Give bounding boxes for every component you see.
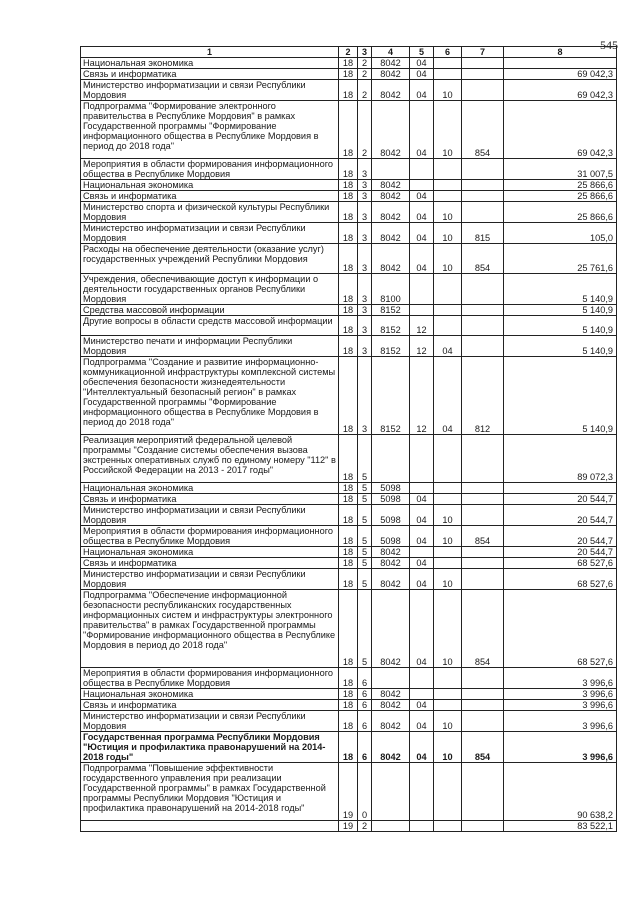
row-code-2: 18 (339, 590, 358, 668)
row-code-2: 18 (339, 336, 358, 357)
row-amount: 5 140,9 (504, 336, 617, 357)
row-code-2: 18 (339, 526, 358, 547)
row-amount: 83 522,1 (504, 821, 617, 832)
row-code-2: 18 (339, 483, 358, 494)
row-code-2: 18 (339, 80, 358, 101)
row-code-5 (410, 435, 434, 483)
row-code-3: 5 (358, 569, 372, 590)
row-code-6: 10 (434, 505, 462, 526)
row-code-7: 854 (462, 101, 504, 159)
table-row (81, 821, 617, 832)
row-code-7: 854 (462, 244, 504, 274)
table-row (81, 357, 617, 435)
row-code-2: 18 (339, 202, 358, 223)
row-code-3: 5 (358, 435, 372, 483)
row-code-2: 18 (339, 244, 358, 274)
row-code-3: 6 (358, 668, 372, 689)
row-code-6 (434, 483, 462, 494)
row-code-6 (434, 191, 462, 202)
row-amount: 69 042,3 (504, 69, 617, 80)
row-code-5: 04 (410, 244, 434, 274)
row-amount: 69 042,3 (504, 101, 617, 159)
row-code-3: 5 (358, 558, 372, 569)
row-code-3: 3 (358, 223, 372, 244)
table-row (81, 274, 617, 305)
row-code-3: 3 (358, 357, 372, 435)
row-code-4 (372, 763, 410, 821)
row-code-7 (462, 305, 504, 316)
row-code-4: 5098 (372, 483, 410, 494)
table-row (81, 58, 617, 69)
row-code-3: 2 (358, 80, 372, 101)
table-row (81, 494, 617, 505)
table-row (81, 483, 617, 494)
row-amount: 90 638,2 (504, 763, 617, 821)
row-name: Подпрограмма "Формирование электронного правительства в Республике Мордовия" в рамках Государственной программы "Формирование информационного общества в Республике Мордовия в период до 2018 года" (81, 101, 339, 159)
row-code-7 (462, 316, 504, 336)
table-row (81, 435, 617, 483)
row-amount: 25 866,6 (504, 202, 617, 223)
row-code-3: 3 (358, 244, 372, 274)
table-row (81, 700, 617, 711)
row-amount: 5 140,9 (504, 305, 617, 316)
row-code-7 (462, 58, 504, 69)
row-code-3: 3 (358, 180, 372, 191)
row-code-6 (434, 58, 462, 69)
row-name: Связь и информатика (81, 558, 339, 569)
row-code-4: 8152 (372, 336, 410, 357)
row-code-7 (462, 69, 504, 80)
row-code-2: 18 (339, 689, 358, 700)
row-code-2: 18 (339, 69, 358, 80)
header-row (81, 47, 617, 58)
row-code-6 (434, 180, 462, 191)
row-amount: 89 072,3 (504, 435, 617, 483)
row-amount: 20 544,7 (504, 526, 617, 547)
row-code-6: 04 (434, 357, 462, 435)
row-code-5 (410, 821, 434, 832)
row-code-3: 5 (358, 526, 372, 547)
row-code-2: 18 (339, 435, 358, 483)
row-code-7 (462, 558, 504, 569)
row-code-2: 18 (339, 101, 358, 159)
row-code-3: 3 (358, 274, 372, 305)
table-row (81, 336, 617, 357)
row-name: Министерство информатизации и связи Республики Мордовия (81, 711, 339, 732)
row-code-3: 3 (358, 202, 372, 223)
row-code-6: 10 (434, 711, 462, 732)
row-code-3: 2 (358, 58, 372, 69)
row-amount: 31 007,5 (504, 159, 617, 180)
table-body (81, 58, 617, 832)
row-code-3: 2 (358, 821, 372, 832)
row-code-4: 5098 (372, 494, 410, 505)
row-code-4: 8042 (372, 244, 410, 274)
row-code-4: 5098 (372, 526, 410, 547)
row-name: Подпрограмма "Обеспечение информационной безопасности республиканских государственных информационных систем и инфраструктуры электронного правительства" в рамках Государственной программы "Формирование информационного общества в Республике Мордовия в период до 2018 года" (81, 590, 339, 668)
row-code-5 (410, 180, 434, 191)
row-name: Связь и информатика (81, 191, 339, 202)
row-code-5: 04 (410, 80, 434, 101)
row-amount: 25 866,6 (504, 180, 617, 191)
row-amount: 3 996,6 (504, 732, 617, 763)
row-code-4: 8042 (372, 202, 410, 223)
row-name: Связь и информатика (81, 700, 339, 711)
row-code-3: 2 (358, 69, 372, 80)
row-code-6 (434, 316, 462, 336)
row-code-4: 8042 (372, 689, 410, 700)
row-code-4: 8042 (372, 101, 410, 159)
row-code-2: 18 (339, 58, 358, 69)
row-code-3: 3 (358, 316, 372, 336)
row-code-4: 8042 (372, 69, 410, 80)
row-code-3: 5 (358, 547, 372, 558)
header-col-5: 5 (410, 47, 434, 58)
row-code-2: 18 (339, 547, 358, 558)
row-name: Министерство информатизации и связи Республики Мордовия (81, 80, 339, 101)
row-code-4: 8042 (372, 180, 410, 191)
row-name: Министерство печати и информации Республики Мордовия (81, 336, 339, 357)
row-code-6 (434, 274, 462, 305)
row-code-7 (462, 336, 504, 357)
row-amount: 68 527,6 (504, 569, 617, 590)
header-col-4: 4 (372, 47, 410, 58)
row-name: Министерство информатизации и связи Республики Мордовия (81, 569, 339, 590)
row-name: Национальная экономика (81, 180, 339, 191)
row-code-6 (434, 69, 462, 80)
row-amount: 68 527,6 (504, 590, 617, 668)
row-code-7: 812 (462, 357, 504, 435)
row-code-5: 12 (410, 357, 434, 435)
row-code-7 (462, 689, 504, 700)
row-amount: 3 996,6 (504, 700, 617, 711)
row-code-5: 04 (410, 58, 434, 69)
row-name: Учреждения, обеспечивающие доступ к информации о деятельности государственных органов Республики Мордовия (81, 274, 339, 305)
row-code-6 (434, 700, 462, 711)
row-amount: 5 140,9 (504, 316, 617, 336)
budget-table-wrap (80, 46, 616, 832)
row-code-4 (372, 821, 410, 832)
row-code-6 (434, 689, 462, 700)
row-code-2: 18 (339, 494, 358, 505)
row-code-5 (410, 305, 434, 316)
row-code-4: 8042 (372, 700, 410, 711)
row-code-3: 5 (358, 505, 372, 526)
row-code-5: 04 (410, 101, 434, 159)
budget-table (80, 46, 617, 832)
row-code-2: 19 (339, 821, 358, 832)
row-name: Министерство информатизации и связи Республики Мордовия (81, 505, 339, 526)
row-code-6: 10 (434, 732, 462, 763)
row-code-4 (372, 668, 410, 689)
row-code-5: 04 (410, 590, 434, 668)
row-amount: 25 761,6 (504, 244, 617, 274)
row-code-5: 04 (410, 69, 434, 80)
row-code-6 (434, 435, 462, 483)
row-code-5: 04 (410, 732, 434, 763)
row-code-7 (462, 711, 504, 732)
table-row (81, 191, 617, 202)
row-code-5 (410, 689, 434, 700)
row-code-2: 18 (339, 700, 358, 711)
row-amount: 25 866,6 (504, 191, 617, 202)
row-code-4: 8042 (372, 80, 410, 101)
row-name: Средства массовой информации (81, 305, 339, 316)
row-code-6 (434, 305, 462, 316)
row-code-2: 18 (339, 180, 358, 191)
row-code-7 (462, 159, 504, 180)
row-code-5: 04 (410, 569, 434, 590)
row-code-7 (462, 202, 504, 223)
row-code-5 (410, 668, 434, 689)
row-code-4: 8042 (372, 58, 410, 69)
row-name (81, 821, 339, 832)
row-amount: 5 140,9 (504, 357, 617, 435)
row-code-4: 8152 (372, 357, 410, 435)
row-code-6 (434, 763, 462, 821)
header-col-3: 3 (358, 47, 372, 58)
row-code-3: 3 (358, 305, 372, 316)
table-row (81, 244, 617, 274)
row-code-2: 18 (339, 668, 358, 689)
row-code-7 (462, 80, 504, 101)
table-row (81, 180, 617, 191)
row-name: Подпрограмма "Создание и развитие информационно-коммуникационной инфраструктуры комплексной системы обеспечения безопасности жизнедеятельности "Интеллектуальный безопасный регион" в рамках Государственной программы "Формирование информационного общества в Республике Мордовия в период до 2018 года" (81, 357, 339, 435)
row-code-4: 8042 (372, 732, 410, 763)
row-code-3: 5 (358, 494, 372, 505)
table-row (81, 668, 617, 689)
row-code-3: 6 (358, 711, 372, 732)
page-number: 545 (600, 38, 618, 52)
row-code-2: 18 (339, 732, 358, 763)
row-name: Связь и информатика (81, 69, 339, 80)
row-code-2: 18 (339, 357, 358, 435)
table-row (81, 558, 617, 569)
header-col-1: 1 (81, 47, 339, 58)
table-row (81, 526, 617, 547)
row-code-2: 18 (339, 569, 358, 590)
row-code-4: 8042 (372, 558, 410, 569)
row-amount: 69 042,3 (504, 80, 617, 101)
row-code-4: 8152 (372, 316, 410, 336)
row-code-2: 18 (339, 558, 358, 569)
row-code-4 (372, 159, 410, 180)
row-code-3: 2 (358, 101, 372, 159)
row-code-2: 18 (339, 711, 358, 732)
row-code-3: 5 (358, 483, 372, 494)
row-code-6: 10 (434, 590, 462, 668)
row-code-2: 18 (339, 191, 358, 202)
row-code-7: 854 (462, 526, 504, 547)
row-amount: 5 140,9 (504, 274, 617, 305)
table-row (81, 711, 617, 732)
row-code-7 (462, 180, 504, 191)
row-code-5: 12 (410, 316, 434, 336)
row-code-3: 3 (358, 159, 372, 180)
table-row (81, 732, 617, 763)
row-name: Расходы на обеспечение деятельности (оказание услуг) государственных учреждений Республики Мордовия (81, 244, 339, 274)
row-amount: 105,0 (504, 223, 617, 244)
row-name: Реализация мероприятий федеральной целевой программы "Создание системы обеспечения вызова экстренных оперативных служб по единому номеру "112" в Российской Федерации на 2013 - 2017 годы" (81, 435, 339, 483)
table-row (81, 101, 617, 159)
row-code-7 (462, 505, 504, 526)
row-name: Национальная экономика (81, 58, 339, 69)
row-code-4: 8152 (372, 305, 410, 316)
row-code-7 (462, 483, 504, 494)
row-code-7: 815 (462, 223, 504, 244)
header-col-2: 2 (339, 47, 358, 58)
row-amount: 3 996,6 (504, 689, 617, 700)
row-code-7 (462, 274, 504, 305)
row-name: Национальная экономика (81, 547, 339, 558)
row-name: Мероприятия в области формирования информационного общества в Республике Мордовия (81, 526, 339, 547)
row-code-2: 18 (339, 505, 358, 526)
row-code-7 (462, 668, 504, 689)
row-code-6: 10 (434, 244, 462, 274)
table-row (81, 202, 617, 223)
row-code-7 (462, 494, 504, 505)
row-code-5 (410, 547, 434, 558)
row-code-5: 12 (410, 336, 434, 357)
row-code-6: 04 (434, 336, 462, 357)
row-code-7 (462, 700, 504, 711)
row-code-7: 854 (462, 590, 504, 668)
row-code-2: 18 (339, 274, 358, 305)
table-row (81, 316, 617, 336)
row-code-6: 10 (434, 569, 462, 590)
row-code-4: 8100 (372, 274, 410, 305)
row-code-6 (434, 547, 462, 558)
row-name: Подпрограмма "Повышение эффективности государственного управления при реализации Государственной программы" в рамках Государственной программы Республики Мордовия "Юстиция и профилактика правонарушений на 2014-2018 годы" (81, 763, 339, 821)
row-code-6: 10 (434, 526, 462, 547)
row-code-7 (462, 191, 504, 202)
row-code-6: 10 (434, 223, 462, 244)
row-code-5: 04 (410, 700, 434, 711)
row-name: Министерство информатизации и связи Республики Мордовия (81, 223, 339, 244)
table-row (81, 569, 617, 590)
row-amount: 3 996,6 (504, 668, 617, 689)
row-name: Мероприятия в области формирования информационного общества в Республике Мордовия (81, 159, 339, 180)
row-name: Национальная экономика (81, 483, 339, 494)
row-code-2: 18 (339, 223, 358, 244)
row-code-4: 8042 (372, 547, 410, 558)
row-amount: 68 527,6 (504, 558, 617, 569)
row-code-7 (462, 435, 504, 483)
table-row (81, 547, 617, 558)
row-code-7 (462, 763, 504, 821)
table-row (81, 763, 617, 821)
row-code-5 (410, 159, 434, 180)
row-amount: 20 544,7 (504, 505, 617, 526)
row-code-4: 8042 (372, 223, 410, 244)
row-code-5: 04 (410, 223, 434, 244)
row-code-5: 04 (410, 558, 434, 569)
row-code-7 (462, 821, 504, 832)
row-code-6: 10 (434, 101, 462, 159)
row-code-6 (434, 668, 462, 689)
row-code-2: 18 (339, 316, 358, 336)
table-row (81, 69, 617, 80)
row-code-4: 8042 (372, 711, 410, 732)
table-row (81, 159, 617, 180)
row-name: Национальная экономика (81, 689, 339, 700)
row-code-6 (434, 494, 462, 505)
row-code-5: 04 (410, 711, 434, 732)
row-code-5: 04 (410, 202, 434, 223)
row-code-4: 8042 (372, 191, 410, 202)
row-code-5: 04 (410, 494, 434, 505)
row-amount: 3 996,6 (504, 711, 617, 732)
row-code-6: 10 (434, 80, 462, 101)
row-code-5: 04 (410, 191, 434, 202)
row-code-5 (410, 483, 434, 494)
row-code-2: 18 (339, 159, 358, 180)
row-code-5 (410, 763, 434, 821)
row-name: Мероприятия в области формирования информационного общества в Республике Мордовия (81, 668, 339, 689)
row-code-3: 3 (358, 191, 372, 202)
row-code-3: 5 (358, 590, 372, 668)
table-row (81, 305, 617, 316)
row-name: Министерство спорта и физической культуры Республики Мордовия (81, 202, 339, 223)
row-name: Связь и информатика (81, 494, 339, 505)
row-amount: 20 544,7 (504, 494, 617, 505)
row-code-6 (434, 558, 462, 569)
row-code-7 (462, 547, 504, 558)
row-name: Другие вопросы в области средств массовой информации (81, 316, 339, 336)
row-code-2: 18 (339, 305, 358, 316)
row-code-3: 6 (358, 689, 372, 700)
row-code-5: 04 (410, 526, 434, 547)
row-code-6 (434, 159, 462, 180)
row-code-3: 0 (358, 763, 372, 821)
row-code-4: 5098 (372, 505, 410, 526)
table-row (81, 80, 617, 101)
row-code-3: 6 (358, 732, 372, 763)
row-code-4 (372, 435, 410, 483)
table-row (81, 590, 617, 668)
row-code-4: 8042 (372, 590, 410, 668)
table-row (81, 223, 617, 244)
row-code-7: 854 (462, 732, 504, 763)
row-code-2: 19 (339, 763, 358, 821)
row-code-3: 3 (358, 336, 372, 357)
row-amount (504, 58, 617, 69)
header-col-8: 8 (504, 47, 617, 58)
row-code-4: 8042 (372, 569, 410, 590)
row-code-6 (434, 821, 462, 832)
header-col-7: 7 (462, 47, 504, 58)
row-code-5: 04 (410, 505, 434, 526)
row-name: Государственная программа Республики Мордовия "Юстиция и профилактика правонарушений на 2014-2018 годы" (81, 732, 339, 763)
row-code-6: 10 (434, 202, 462, 223)
table-row (81, 689, 617, 700)
table-row (81, 505, 617, 526)
row-code-5 (410, 274, 434, 305)
row-amount (504, 483, 617, 494)
row-code-7 (462, 569, 504, 590)
row-amount: 20 544,7 (504, 547, 617, 558)
row-code-3: 6 (358, 700, 372, 711)
header-col-6: 6 (434, 47, 462, 58)
